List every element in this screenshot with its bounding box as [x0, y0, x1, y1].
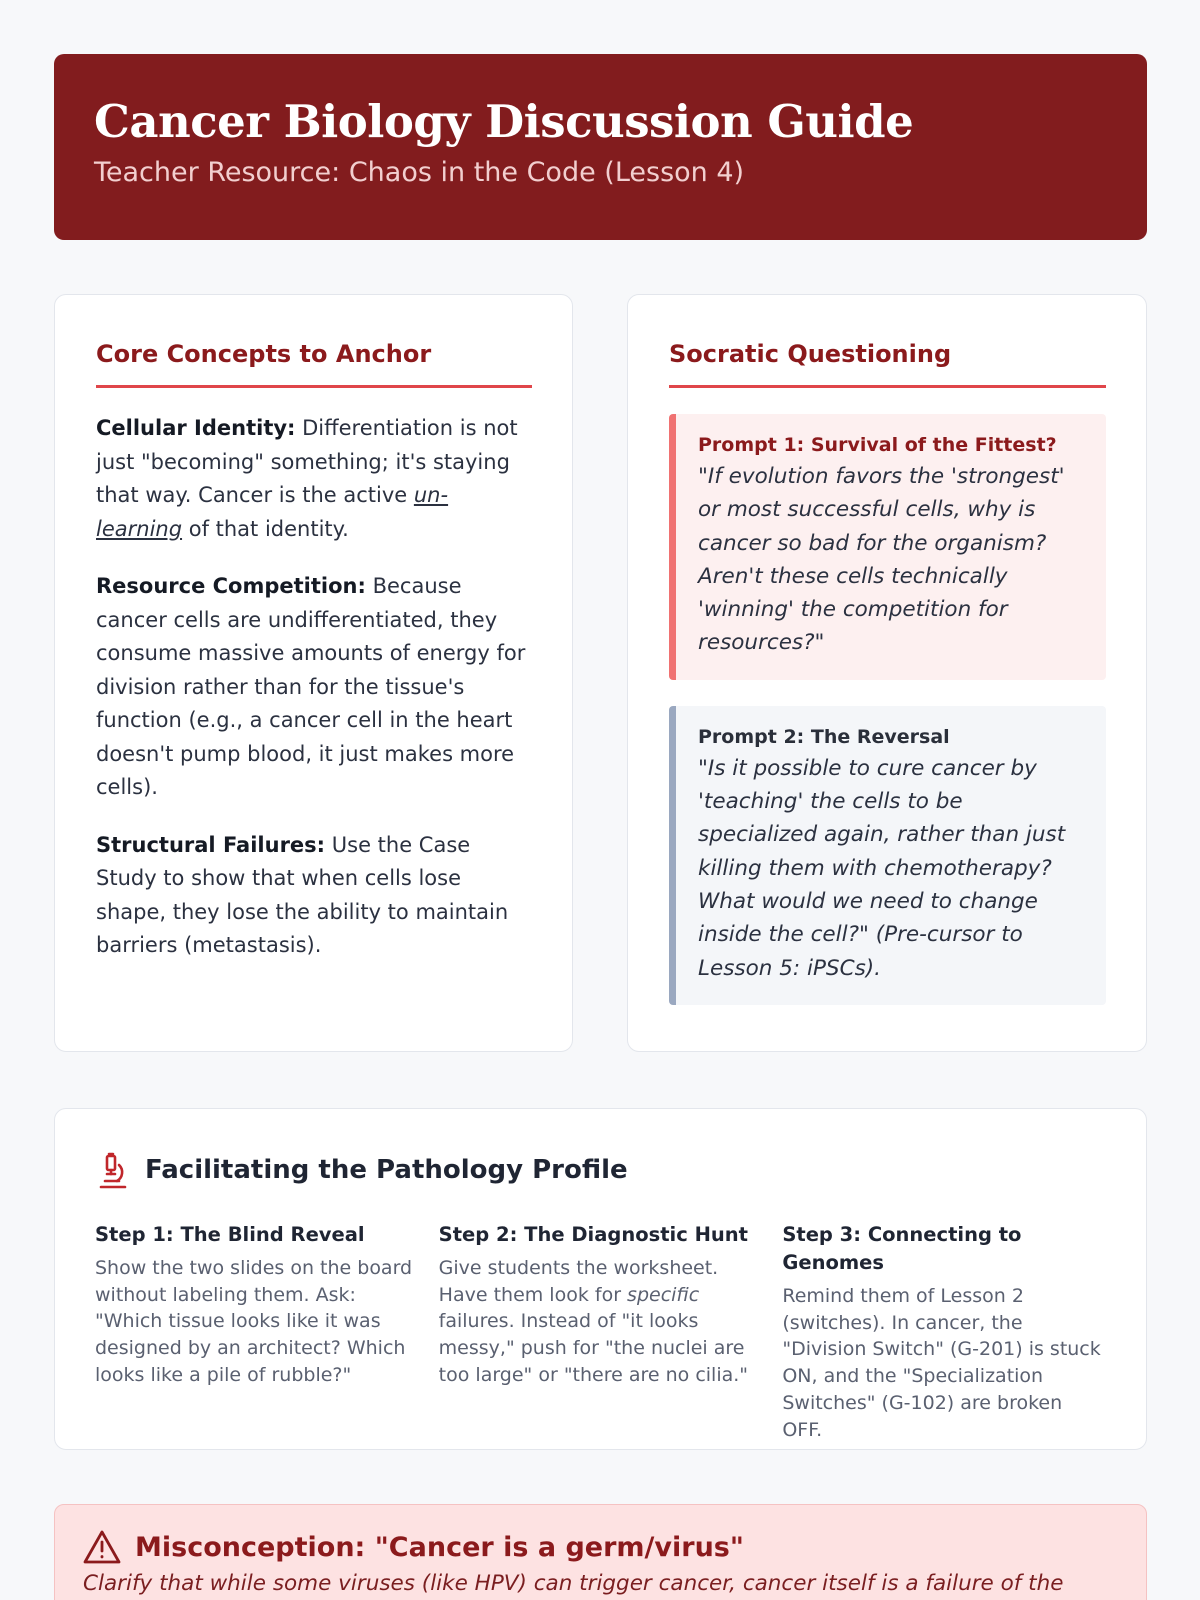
page-subtitle: Teacher Resource: Chaos in the Code (Lesson 4): [94, 157, 745, 188]
microscope-icon: [95, 1150, 131, 1190]
concept-emphasis: un-learning: [96, 483, 449, 541]
step-2: [439, 1221, 763, 1443]
concept-term: Resource Competition:: [96, 574, 366, 598]
prompt-quote: "If evolution favors the 'strongest' or most successful cells, why is cancer so bad for the organism? Aren't these cells technically 'winning' the competition for resources?": [698, 464, 1065, 656]
misconception-title: Misconception: "Cancer is a germ/virus": [135, 1531, 744, 1563]
prompt-1: [669, 414, 1106, 680]
core-concepts-title: Core Concepts to Anchor: [96, 339, 532, 388]
concept-text: Use the Case Study to show that when cells lose shape, they lose the ability to maintain barriers (metastasis).: [96, 832, 509, 957]
concept-text: Because cancer cells are undifferentiated, they consume massive amounts of energy for division rather than for the tissue's function (e.g., a cancer cell in the heart doesn't pump blood, it just makes more cells).: [96, 574, 526, 799]
step-emphasis: specific: [627, 1283, 700, 1306]
step-text-before: Give students the worksheet. Have them look for: [438, 1257, 719, 1306]
concept-text-after: of that identity.: [182, 516, 349, 541]
step-text: Show the two slides on the board without labeling them. Ask: "Which tissue looks like it was designed by an architect? Which looks like a pile of rubble?": [95, 1257, 413, 1386]
step-text: Remind them of Lesson 2 (switches). In cancer, the "Division Switch" (G-201) is stuck ON, and the "Specialization Switches" (G-102) are broken OFF.: [782, 1285, 1101, 1441]
prompt-2: [669, 706, 1106, 1005]
misconception-text: Clarify that while some viruses (like HPV) can trigger cancer, cancer itself is a failure of the: [83, 1571, 1064, 1596]
concept-resource-competition: [96, 570, 532, 805]
page-title: Cancer Biology Discussion Guide: [94, 95, 914, 148]
step-1: [95, 1221, 419, 1443]
concept-term: Structural Failures:: [96, 832, 326, 857]
concept-structural-failures: [96, 829, 532, 963]
page-header: [54, 54, 1147, 240]
socratic-title: Socratic Questioning: [669, 339, 1106, 388]
concept-term: Cellular Identity:: [96, 416, 296, 440]
step-title: Step 2: The Diagnostic Hunt: [438, 1223, 748, 1246]
prompt-label: Prompt 2: The Reversal: [698, 725, 950, 748]
warning-icon: [83, 1529, 121, 1565]
misconception-callout: [54, 1504, 1147, 1600]
misconception-header: [83, 1529, 1118, 1565]
pathology-steps: [95, 1221, 1106, 1443]
prompt-label: Prompt 1: Survival of the Fittest?: [698, 434, 1057, 456]
step-title: Step 3: Connecting to Genomes: [782, 1223, 1022, 1274]
socratic-card: [627, 294, 1147, 1052]
step-3: [782, 1221, 1106, 1443]
pathology-card: [54, 1108, 1147, 1450]
step-text: [439, 1255, 763, 1389]
pathology-title: Facilitating the Pathology Profile: [145, 1155, 628, 1185]
step-title: Step 1: The Blind Reveal: [95, 1223, 365, 1246]
core-concepts-card: [54, 294, 573, 1052]
pathology-header: [95, 1149, 1106, 1191]
concept-text: Differentiation is not just "becoming" something; it's staying that way. Cancer is the active: [96, 416, 518, 507]
prompt-quote: "Is it possible to cure cancer by 'teaching' the cells to be specialized again, rather than just killing them with chemotherapy? What would we need to change inside the cell?" (Pre-cursor to Lesson 5: iPSCs).: [698, 755, 1066, 981]
step-text-after: failures. Instead of "it looks messy," push for "the nuclei are too large" or "there are no cilia.": [438, 1310, 749, 1386]
concept-cellular-identity: [96, 412, 532, 546]
